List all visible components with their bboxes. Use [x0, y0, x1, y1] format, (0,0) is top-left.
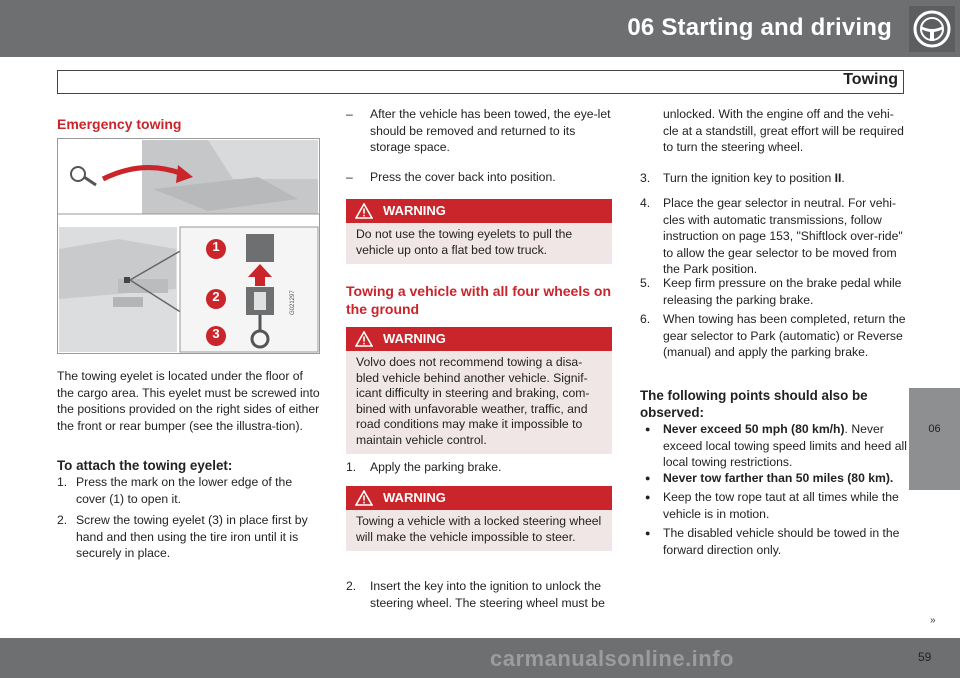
section-bar — [57, 70, 904, 94]
section-title: Towing — [843, 71, 898, 88]
list-text-end: . — [841, 171, 845, 185]
bullet-text: Keep the tow rope taut at all times while the vehicle is in motion. — [663, 490, 899, 521]
watermark: carmanualsonline.info — [490, 646, 734, 671]
list-marker: – — [346, 107, 353, 121]
bullet-marker: ● — [645, 528, 651, 538]
callout-3: 3 — [212, 326, 220, 341]
warning-text: Do not use the towing eyelets to pull the vehicle up onto a flat bed tow truck. — [346, 223, 612, 264]
intro-paragraph: The towing eyelet is located under the floor of the cargo area. This eyelet must be screwed into the positions provided on the right sides of either the front or rear bumper (see the illustra-tion). — [57, 369, 320, 433]
list-text: Press the mark on the lower edge of the cover (1) to open it. — [76, 475, 293, 506]
list-item — [346, 459, 614, 476]
list-marker: 3. — [640, 171, 651, 185]
warning-text: Towing a vehicle with a locked steering wheel will make the vehicle impossible to steer. — [346, 510, 612, 551]
page-number: 59 — [918, 650, 932, 664]
list-text: When towing has been completed, return the gear selector to Park (automatic) or Reverse (manual) and apply the parking brake. — [663, 312, 906, 359]
list-text: Keep firm pressure on the brake pedal while releasing the parking brake. — [663, 276, 902, 307]
warning-title: WARNING — [383, 490, 446, 505]
bullet-item — [640, 489, 908, 522]
list-item — [640, 195, 908, 278]
list-text: Place the gear selector in neutral. For vehi-cles with automatic transmissions, follow instruction on page 153, "Shiftlock over-ride" to allow the gear selector to be moved from the Park position. — [663, 196, 903, 276]
list-marker: 1. — [57, 475, 68, 489]
warning-text: Volvo does not recommend towing a disa-bled vehicle behind another vehicle. Signif-icant difficulty in steering and braking, com-bined with unfavorable weather, traffic, and road conditions may make it impossible to maintain vehicle control. — [346, 351, 612, 454]
list-text: Screw the towing eyelet (3) in place first by hand and then using the tire iron until it is securely in place. — [76, 513, 308, 560]
bullet-bold: Never exceed 50 mph (80 km/h) — [663, 422, 845, 436]
bullet-item — [640, 421, 908, 471]
chapter-tab[interactable] — [909, 388, 960, 490]
chapter-tab-label: 06 — [928, 423, 941, 435]
towing-eyelet-illustration — [57, 138, 320, 354]
bullet-text: . Never exceed local towing speed limits and heed all local towing restrictions. — [663, 422, 907, 469]
page-footer — [0, 638, 960, 678]
bullet-marker: ● — [645, 492, 651, 502]
list-item — [57, 474, 322, 507]
callout-1: 1 — [212, 239, 220, 254]
continuation-text: unlocked. With the engine off and the vehi-cle at a standstill, great effort will be required to turn the steering wheel. — [663, 107, 904, 154]
warning-triangle-icon — [355, 203, 373, 219]
callout-2: 2 — [212, 289, 220, 304]
ignition-position: II — [834, 171, 842, 185]
heading-four-wheels: Towing a vehicle with all four wheels on the ground — [346, 283, 612, 317]
next-page-marker: » — [930, 615, 934, 626]
list-item — [640, 275, 908, 308]
bullet-item — [640, 525, 908, 558]
bullet-bold: Never tow farther than 50 miles (80 km). — [663, 471, 894, 485]
bullet-marker: ● — [645, 424, 651, 434]
warning-box — [346, 199, 612, 264]
list-text: Press the cover back into position. — [370, 170, 556, 184]
list-marker: 6. — [640, 312, 651, 326]
list-text: Apply the parking brake. — [370, 460, 502, 474]
list-item — [57, 512, 322, 562]
list-item — [346, 578, 614, 611]
bullet-text: The disabled vehicle should be towed in the forward direction only. — [663, 526, 900, 557]
list-marker: 1. — [346, 460, 357, 474]
warning-title: WARNING — [383, 203, 446, 218]
list-marker: 2. — [57, 513, 68, 527]
list-item — [346, 169, 614, 186]
bullet-item — [640, 470, 908, 487]
subheading-points: The following points should also be observed: — [640, 388, 868, 420]
warning-triangle-icon — [355, 331, 373, 347]
warning-triangle-icon — [355, 490, 373, 506]
list-marker: – — [346, 170, 353, 184]
subheading-attach-eyelet: To attach the towing eyelet: — [57, 458, 233, 473]
list-item — [640, 311, 908, 361]
figure-code: G021297 — [290, 290, 296, 315]
list-text: After the vehicle has been towed, the eye-let should be removed and returned to its storage space. — [370, 107, 611, 154]
bullet-marker: ● — [645, 473, 651, 483]
list-item — [640, 170, 908, 187]
list-marker: 5. — [640, 276, 651, 290]
list-text: Turn the ignition key to position — [663, 171, 835, 185]
heading-emergency-towing: Emergency towing — [57, 116, 182, 132]
next-page-arrows — [930, 615, 934, 626]
list-text: Insert the key into the ignition to unlock the steering wheel. The steering wheel must be — [370, 579, 605, 610]
warning-box — [346, 327, 612, 454]
list-item — [346, 106, 614, 156]
steering-wheel-icon — [909, 6, 955, 52]
list-marker: 2. — [346, 579, 357, 593]
chapter-title: 06 Starting and driving — [627, 14, 892, 41]
warning-title: WARNING — [383, 331, 446, 346]
warning-box — [346, 486, 612, 551]
list-marker: 4. — [640, 196, 651, 210]
